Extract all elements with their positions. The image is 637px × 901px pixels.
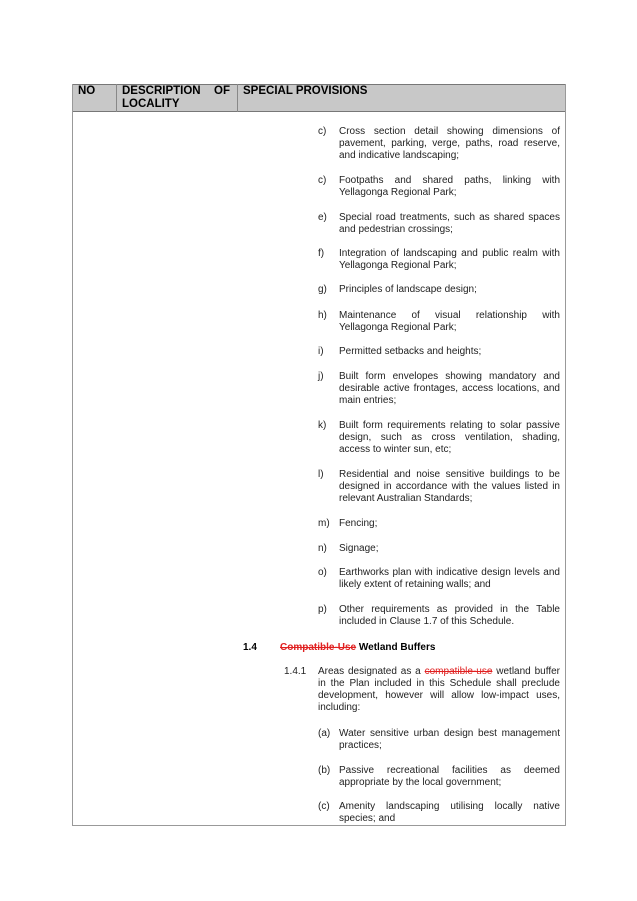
list-item-text: Residential and noise sensitive buildings to be designed in accordance with the values listed in relevant Australian Standards; bbox=[339, 469, 560, 504]
header-no: NO bbox=[78, 85, 96, 97]
list-item-text: Cross section detail showing dimensions of pavement, parking, verge, paths, road reserve, and indicative landscaping; bbox=[339, 126, 560, 161]
list-item-label: e) bbox=[318, 212, 327, 223]
subitem-label: (c) bbox=[318, 801, 330, 812]
list-item-label: o) bbox=[318, 567, 327, 578]
column-divider bbox=[116, 84, 117, 112]
subitem-label: (b) bbox=[318, 765, 331, 776]
clause-text bbox=[318, 666, 560, 714]
section-number: 1.4 bbox=[243, 642, 257, 653]
list-item-label: f) bbox=[318, 248, 325, 259]
list-item-label: i) bbox=[318, 346, 324, 357]
subitem-text: Water sensitive urban design best management practices; bbox=[339, 728, 560, 751]
list-item-label: l) bbox=[318, 469, 324, 480]
clause-text-after: wetland buffer in the Plan included in this Schedule shall preclude development, however will allow low-impact uses, including: bbox=[318, 666, 560, 713]
list-item-text: Other requirements as provided in the Table included in Clause 1.7 of this Schedule. bbox=[339, 604, 560, 627]
header-description-word: OF bbox=[214, 85, 230, 97]
subitem-text: Passive recreational facilities as deemed appropriate by the local government; bbox=[339, 765, 560, 788]
list-item-text: Signage; bbox=[339, 543, 379, 554]
list-item-label: c) bbox=[318, 175, 327, 186]
header-description bbox=[122, 84, 230, 111]
section-title-struck: Compatible-Use bbox=[280, 642, 357, 653]
subitem-text: Amenity landscaping utilising locally native species; and bbox=[339, 801, 560, 824]
list-item-text: Earthworks plan with indicative design levels and likely extent of retaining walls; and bbox=[339, 567, 560, 590]
list-item-label: g) bbox=[318, 284, 327, 295]
section-title-rest: Wetland Buffers bbox=[356, 642, 436, 653]
clause-number: 1.4.1 bbox=[284, 666, 307, 677]
list-item-label: p) bbox=[318, 604, 327, 615]
clause-text-struck: compatible-use bbox=[424, 666, 493, 677]
clause-text-before: Areas designated as a bbox=[318, 666, 425, 677]
list-item-text: Built form requirements relating to solar passive design, such as cross ventilation, shading, access to winter sun, etc; bbox=[339, 420, 560, 455]
list-item-text: Integration of landscaping and public realm with Yellagonga Regional Park; bbox=[339, 248, 560, 271]
header-description-line2: LOCALITY bbox=[122, 98, 180, 110]
list-item-label: j) bbox=[318, 371, 324, 382]
subitem-label: (a) bbox=[318, 728, 331, 739]
list-item-text: Built form envelopes showing mandatory and desirable active frontages, access locations, and main entries; bbox=[339, 371, 560, 406]
list-item-text: Special road treatments, such as shared spaces and pedestrian crossings; bbox=[339, 212, 560, 235]
section-title bbox=[280, 642, 435, 654]
column-divider bbox=[237, 84, 238, 112]
header-description-word: DESCRIPTION bbox=[122, 85, 201, 97]
list-item-text: Fencing; bbox=[339, 518, 378, 529]
list-item-text: Footpaths and shared paths, linking with Yellagonga Regional Park; bbox=[339, 175, 560, 198]
list-item-label: m) bbox=[318, 518, 330, 529]
header-special-provisions: SPECIAL PROVISIONS bbox=[243, 85, 368, 97]
list-item-label: h) bbox=[318, 310, 327, 321]
list-item-label: c) bbox=[318, 126, 327, 137]
list-item-label: n) bbox=[318, 543, 327, 554]
list-item-label: k) bbox=[318, 420, 327, 431]
list-item-text: Maintenance of visual relationship with Yellagonga Regional Park; bbox=[339, 310, 560, 333]
list-item-text: Principles of landscape design; bbox=[339, 284, 477, 295]
list-item-text: Permitted setbacks and heights; bbox=[339, 346, 482, 357]
